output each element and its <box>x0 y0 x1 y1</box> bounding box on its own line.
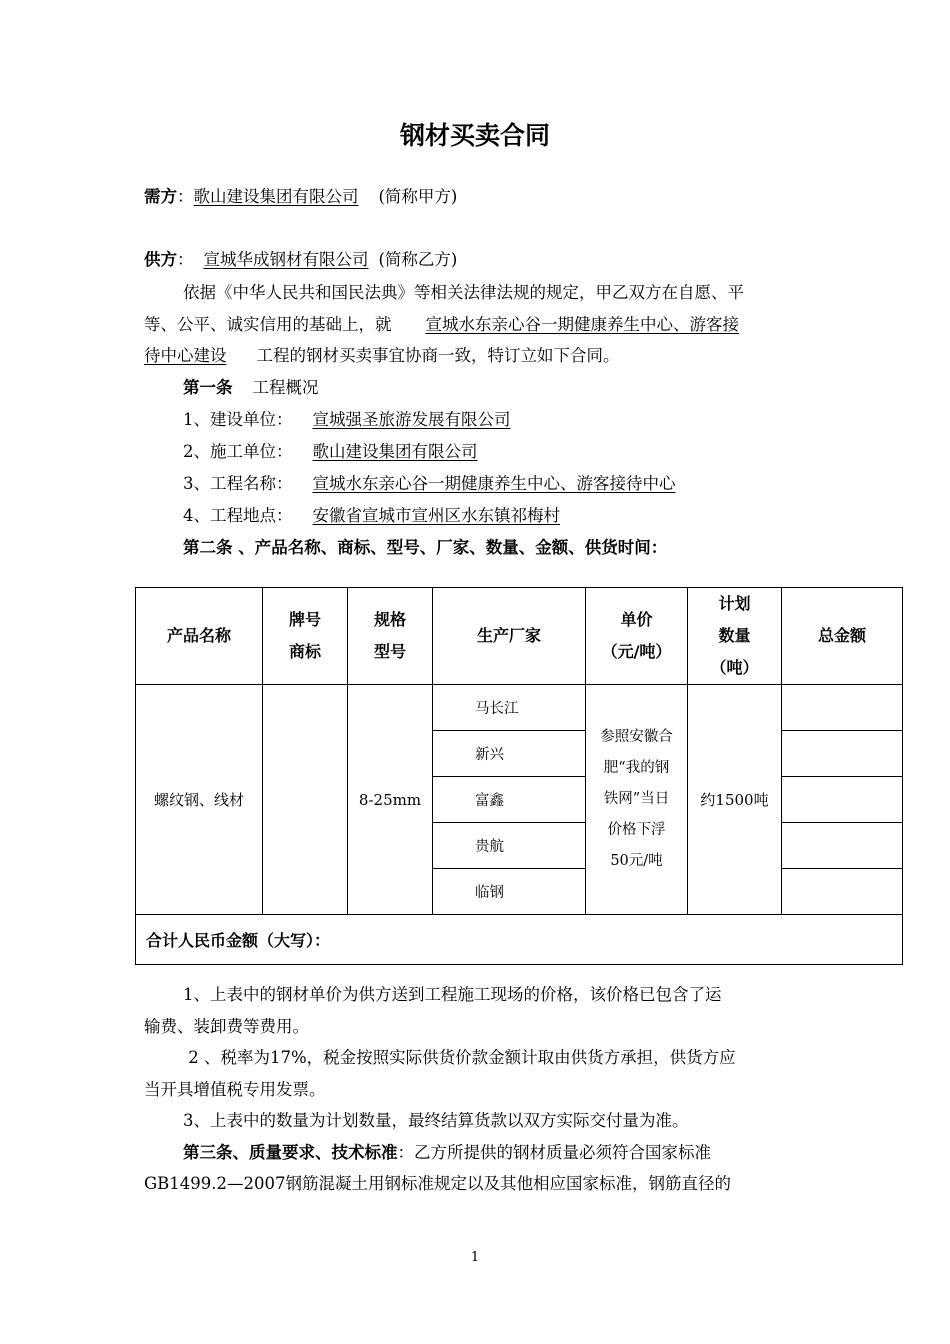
article1-item-4: 4、工程地点： 安徽省宣城市宣州区水东镇祁梅村 <box>183 506 560 525</box>
cell-brand <box>263 685 348 915</box>
article1-item-1: 1、建设单位： 宣城强圣旅游发展有限公司 <box>183 410 511 429</box>
page-title: 钢材买卖合同 <box>399 121 550 150</box>
page-number: 1 <box>470 1250 480 1265</box>
buyer-sep: ： <box>177 187 194 206</box>
intro-project-name-cont: 待中心建设 <box>144 346 227 365</box>
buyer-label: 需方 <box>144 187 177 206</box>
cell-total <box>782 823 903 869</box>
header-price: 单价 （元/吨） <box>586 588 688 685</box>
intro-line-2: 等、公平、诚实信用的基础上，就 宣城水东亲心谷一期健康养生中心、游客接 <box>144 315 739 334</box>
article1-heading: 第一条 工程概况 <box>183 378 319 397</box>
intro-line-3: 待中心建设 工程的钢材买卖事宜协商一致，特订立如下合同。 <box>144 346 620 365</box>
cell-maker: 临钢 <box>433 869 586 915</box>
table-row <box>136 685 903 731</box>
header-maker: 生产厂家 <box>433 588 586 685</box>
table-header-row <box>136 588 903 685</box>
cell-total <box>782 731 903 777</box>
cell-total <box>782 685 903 731</box>
cell-maker: 贵航 <box>433 823 586 869</box>
supplier-line <box>144 249 457 271</box>
cell-maker: 马长江 <box>433 685 586 731</box>
cell-total <box>782 869 903 915</box>
note-3: 3、上表中的数量为计划数量，最终结算货款以双方实际交付量为准。 <box>183 1111 689 1130</box>
article3-line-1: 第三条、质量要求、技术标准：乙方所提供的钢材质量必须符合国家标准 <box>183 1143 711 1162</box>
article3-line-2: GB1499.2—2007钢筋混凝土用钢标准规定以及其他相应国家标准，钢筋直径的 <box>144 1174 732 1193</box>
note-1-line-1: 1、上表中的钢材单价为供方送到工程施工现场的价格，该价格已包含了运 <box>183 985 722 1004</box>
note-2-line-2: 当开具增值税专用发票。 <box>144 1080 326 1099</box>
cell-total <box>782 777 903 823</box>
header-total: 总金额 <box>782 588 903 685</box>
cell-maker: 新兴 <box>433 731 586 777</box>
product-table <box>135 587 903 965</box>
table-sum-row <box>136 915 903 965</box>
article1-item-2: 2、施工单位： 歌山建设集团有限公司 <box>183 442 478 461</box>
supplier-label: 供方 <box>144 250 177 269</box>
header-qty: 计划 数量 （吨） <box>688 588 782 685</box>
note-2-line-1: 2 、税率为17%，税金按照实际供货价款金额计取由供货方承担，供货方应 <box>183 1048 736 1067</box>
note-1-line-2: 输费、装卸费等费用。 <box>144 1017 309 1036</box>
sum-label: 合计人民币金额（大写）： <box>136 915 903 965</box>
article2-heading: 第二条 、产品名称、商标、型号、厂家、数量、金额、供货时间： <box>183 538 668 557</box>
cell-price: 参照安徽合 肥“我的钢 铁网”当日 价格下浮 50元/吨 <box>586 685 688 915</box>
cell-spec: 8-25mm <box>348 685 433 915</box>
header-brand: 牌号 商标 <box>263 588 348 685</box>
article1-item-3: 3、工程名称： 宣城水东亲心谷一期健康养生中心、游客接待中心 <box>183 474 676 493</box>
header-product: 产品名称 <box>136 588 263 685</box>
buyer-note: (简称甲方) <box>378 187 458 206</box>
cell-product: 螺纹钢、线材 <box>136 685 263 915</box>
intro-project-name: 宣城水东亲心谷一期健康养生中心、游客接 <box>425 315 739 334</box>
cell-maker: 富鑫 <box>433 777 586 823</box>
intro-line-1: 依据《中华人民共和国民法典》等相关法律法规的规定，甲乙双方在自愿、平 <box>183 283 744 302</box>
supplier-name: 宣城华成钢材有限公司 <box>203 250 369 269</box>
cell-qty: 约1500吨 <box>688 685 782 915</box>
supplier-sep: ： <box>177 250 194 269</box>
header-spec: 规格 型号 <box>348 588 433 685</box>
buyer-name: 歌山建设集团有限公司 <box>193 187 359 206</box>
supplier-note: (简称乙方) <box>378 250 458 269</box>
buyer-line <box>144 186 457 208</box>
